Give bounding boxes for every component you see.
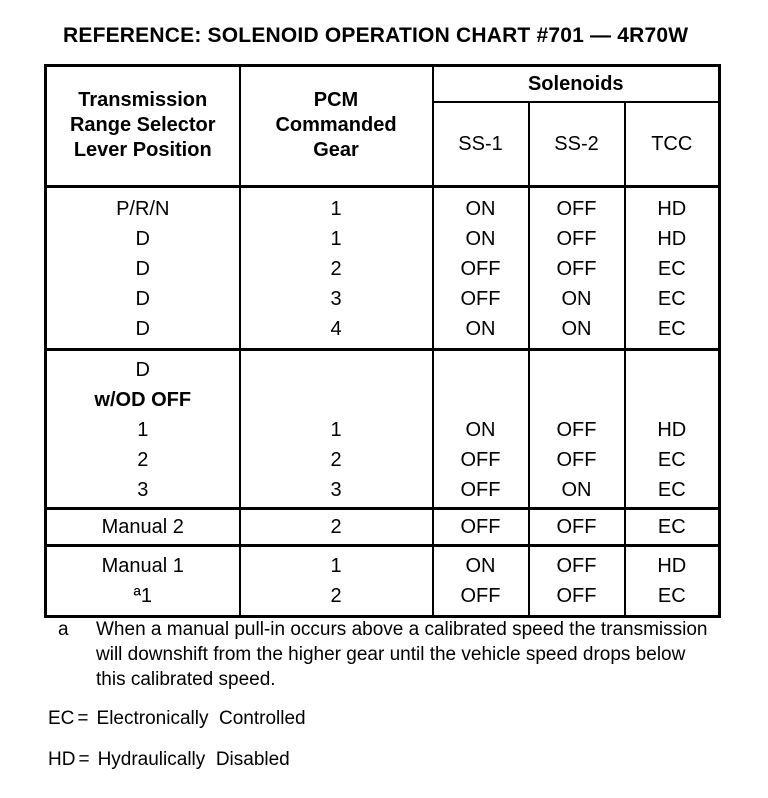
cell-ss2: OFF <box>529 581 625 617</box>
header-range-selector-line1: Transmission <box>78 89 208 112</box>
header-pcm-gear <box>240 66 433 187</box>
cell-ss2: ON <box>529 314 625 350</box>
legend-hd <box>48 749 290 771</box>
cell-position: Manual 1 <box>101 554 184 577</box>
header-pcm-gear-line2: Commanded <box>275 114 397 137</box>
footnote-text: When a manual pull-in occurs above a calibrated speed the transmission will downshift from the higher gear until the vehicle speed drops below this calibrated speed. <box>96 619 708 690</box>
cell-ss2: OFF <box>529 545 625 581</box>
cell-position: ª1 <box>133 584 153 607</box>
table-row <box>46 349 720 415</box>
cell-tcc: EC <box>625 445 720 475</box>
cell-gear: 1 <box>240 415 433 445</box>
cell-tcc: EC <box>625 254 720 284</box>
header-solenoids: Solenoids <box>433 66 720 103</box>
cell-position: D <box>46 314 240 350</box>
cell-position: P/R/N <box>116 197 170 220</box>
section-label-line2: w/OD OFF <box>94 388 192 411</box>
cell-ss2: OFF <box>529 254 625 284</box>
table-row <box>46 445 720 475</box>
cell-gear: 1 <box>240 545 433 581</box>
table-row <box>46 581 720 617</box>
legend-hd-text: Hydraulically Disabled <box>97 749 290 770</box>
header-range-selector-line2: Range Selector <box>69 114 216 137</box>
legend-ec <box>48 708 306 730</box>
cell-ss1: OFF <box>433 284 529 314</box>
header-range-selector-line3: Lever Position <box>73 139 212 162</box>
cell-tcc: EC <box>625 475 720 509</box>
legend-ec-equals: = <box>77 708 89 729</box>
header-pcm-gear-line1: PCM <box>313 89 359 112</box>
header-pcm-gear-line3: Gear <box>313 139 359 162</box>
table-row <box>46 545 720 581</box>
header-tcc: TCC <box>625 102 720 186</box>
cell-tcc: HD <box>625 224 720 254</box>
cell-tcc: HD <box>625 545 720 581</box>
solenoid-operation-table <box>44 64 721 618</box>
cell-position: Manual 2 <box>46 508 240 545</box>
header-ss1: SS-1 <box>433 102 529 186</box>
cell-position: D <box>135 287 150 310</box>
cell-tcc: EC <box>625 284 720 314</box>
table-row <box>46 475 720 509</box>
cell-ss1: OFF <box>433 254 529 284</box>
cell-gear: 2 <box>240 508 433 545</box>
cell-ss1: OFF <box>433 445 529 475</box>
cell-position: 3 <box>46 475 240 509</box>
cell-ss2: OFF <box>529 508 625 545</box>
cell-tcc: EC <box>625 314 720 350</box>
cell-gear: 3 <box>240 284 433 314</box>
cell-position: 2 <box>137 448 149 471</box>
cell-tcc: HD <box>625 186 720 224</box>
table-row <box>46 415 720 445</box>
cell-gear: 1 <box>240 224 433 254</box>
cell-ss1: OFF <box>433 581 529 617</box>
cell-ss1: ON <box>433 224 529 254</box>
footnote-mark: a <box>58 619 69 640</box>
cell-tcc: EC <box>625 581 720 617</box>
cell-ss1: ON <box>433 186 529 224</box>
legend-hd-abbr: HD <box>48 749 76 770</box>
section-label <box>46 349 240 415</box>
cell-gear: 4 <box>240 314 433 350</box>
cell-tcc: EC <box>625 508 720 545</box>
table-row <box>46 314 720 350</box>
table-row <box>46 508 720 545</box>
table-row <box>46 186 720 224</box>
cell-ss1: ON <box>433 415 529 445</box>
cell-ss1: ON <box>433 545 529 581</box>
cell-ss2: ON <box>529 284 625 314</box>
cell-ss2: ON <box>529 475 625 509</box>
header-ss2: SS-2 <box>529 102 625 186</box>
cell-ss2: OFF <box>529 224 625 254</box>
section-label-line1: D <box>135 358 150 381</box>
cell-ss1: OFF <box>433 508 529 545</box>
legend-ec-abbr: EC <box>48 708 75 729</box>
cell-gear: 1 <box>240 186 433 224</box>
table-row <box>46 284 720 314</box>
cell-ss2: OFF <box>529 445 625 475</box>
cell-gear: 3 <box>240 475 433 509</box>
header-range-selector <box>46 66 240 187</box>
cell-gear: 2 <box>240 254 433 284</box>
table-row <box>46 254 720 284</box>
legend-ec-text: Electronically Controlled <box>96 708 306 729</box>
cell-position: 1 <box>137 418 149 441</box>
cell-gear: 2 <box>240 581 433 617</box>
cell-ss1: OFF <box>433 475 529 509</box>
cell-tcc: HD <box>625 415 720 445</box>
table-row <box>46 224 720 254</box>
cell-gear: 2 <box>240 445 433 475</box>
cell-ss1: ON <box>433 314 529 350</box>
chart-title: REFERENCE: SOLENOID OPERATION CHART #701 — 4R70W <box>63 24 689 47</box>
cell-ss2: OFF <box>529 415 625 445</box>
cell-position: D <box>135 257 150 280</box>
cell-position: D <box>135 227 150 250</box>
legend-hd-equals: = <box>78 749 90 770</box>
cell-ss2: OFF <box>529 186 625 224</box>
